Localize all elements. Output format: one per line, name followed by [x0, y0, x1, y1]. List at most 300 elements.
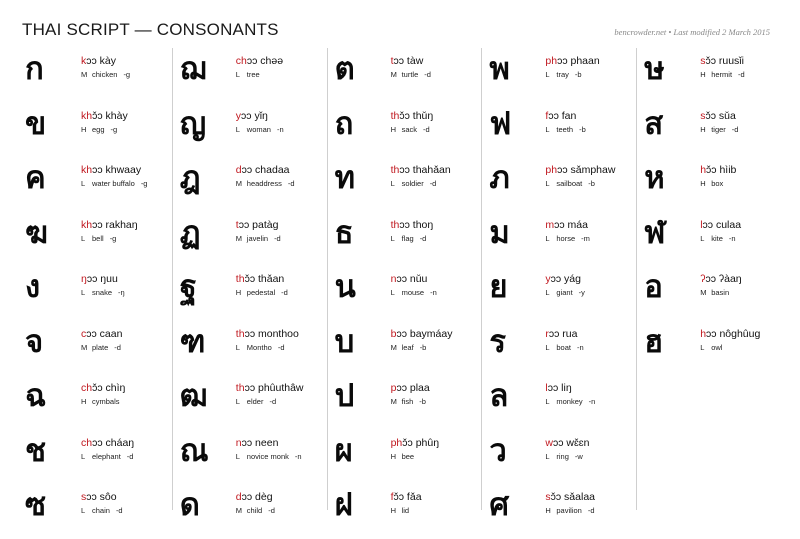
consonant-meaning: monkey — [556, 397, 583, 406]
name-rest: ɔɔ khwaay — [92, 164, 142, 176]
consonant-meaning: pavilion — [556, 506, 582, 515]
consonant-class: M — [390, 342, 397, 352]
thai-character: ณ — [179, 432, 209, 469]
consonant-cell — [328, 484, 482, 539]
consonant-column — [328, 48, 483, 523]
initial-sound: l — [545, 382, 548, 394]
initial-sound: th — [390, 164, 400, 176]
thai-character: ย — [489, 269, 508, 305]
thai-character: ส — [644, 105, 664, 142]
final-sound: -d — [277, 342, 285, 352]
consonant-name — [81, 110, 128, 123]
consonant-name — [700, 273, 741, 286]
consonant-info — [391, 105, 434, 135]
consonant-cell — [173, 157, 327, 212]
consonant-class: L — [81, 451, 86, 461]
initial-sound: y — [545, 273, 551, 285]
consonant-info — [236, 50, 283, 80]
consonant-details — [81, 233, 138, 244]
consonant-name — [236, 55, 283, 68]
thai-character: ฝ — [334, 487, 353, 523]
consonant-details — [391, 178, 451, 189]
thai-character: ง — [25, 269, 41, 305]
name-rest: ɔɔ neen — [241, 436, 279, 449]
consonant-details — [391, 233, 434, 244]
thai-character: ฟ — [489, 105, 512, 142]
consonant-details — [236, 178, 295, 189]
consonant-meaning: child — [246, 506, 263, 515]
consonant-class: L — [235, 342, 240, 352]
consonant-info — [545, 105, 585, 135]
consonant-cell — [173, 212, 327, 267]
consonant-meaning: snake — [92, 288, 113, 297]
consonant-info — [81, 323, 122, 353]
initial-sound: ch — [235, 55, 247, 67]
name-rest: ɔɔ thoŋ — [399, 218, 434, 231]
name-rest: ɔɔ nǔu — [396, 273, 428, 285]
consonant-info — [391, 214, 434, 244]
final-sound: -w — [574, 451, 583, 461]
consonant-info — [391, 268, 437, 298]
thai-character: ท — [334, 160, 356, 196]
consonant-cell — [482, 212, 636, 267]
consonant-column — [637, 48, 792, 510]
consonant-meaning: basin — [711, 288, 730, 297]
consonant-name — [236, 164, 295, 177]
thai-character: ห — [644, 160, 665, 196]
thai-character: จ — [25, 323, 44, 360]
consonant-info — [391, 486, 422, 516]
consonant-info — [236, 268, 288, 298]
consonant-info — [81, 214, 138, 244]
consonant-cell — [328, 430, 482, 485]
consonant-cell — [173, 48, 327, 103]
thai-character: อ — [644, 269, 663, 305]
consonant-class: L — [390, 233, 395, 243]
consonant-meaning: owl — [711, 342, 723, 352]
name-rest: ɔɔ tàw — [393, 55, 424, 67]
initial-sound: k — [81, 55, 87, 67]
consonant-info — [700, 214, 741, 244]
consonant-name — [236, 382, 304, 395]
name-rest: ɔɔ phaan — [557, 55, 600, 67]
consonant-name — [81, 273, 125, 286]
initial-sound: h — [700, 164, 707, 176]
consonant-cell — [637, 157, 792, 212]
consonant-class: M — [81, 342, 88, 352]
consonant-info — [236, 159, 295, 189]
consonant-cell — [18, 266, 172, 321]
consonant-cell — [482, 103, 636, 158]
consonant-meaning: water buffalo — [92, 179, 135, 188]
consonant-details — [545, 451, 589, 462]
consonant-cell — [328, 266, 482, 321]
consonant-meaning: soldier — [401, 179, 424, 188]
consonant-details — [700, 233, 741, 244]
consonant-meaning: elder — [246, 397, 264, 406]
consonant-cell — [173, 266, 327, 321]
consonant-class: L — [235, 451, 240, 461]
consonant-details — [700, 178, 736, 189]
thai-character: บ — [334, 323, 355, 360]
consonant-details — [391, 396, 430, 407]
consonant-name — [81, 491, 123, 504]
consonant-meaning: cymbals — [92, 397, 120, 406]
consonant-info — [81, 159, 147, 189]
consonant-meaning: box — [711, 179, 724, 188]
final-sound: -d — [268, 506, 275, 515]
consonant-cell — [173, 430, 327, 485]
consonant-meaning: Montho — [246, 342, 272, 352]
thai-character: ช — [25, 432, 47, 469]
final-sound: -d — [114, 342, 121, 352]
name-rest: ɔɔ yág — [550, 273, 581, 285]
consonant-class: H — [390, 124, 397, 134]
final-sound: -b — [579, 124, 586, 134]
thai-character: ผ — [334, 432, 353, 469]
consonant-meaning: flag — [401, 233, 414, 243]
consonant-class: L — [390, 288, 395, 297]
final-sound: -d — [424, 70, 431, 79]
consonant-class: L — [81, 288, 86, 297]
thai-character: ร — [489, 323, 507, 360]
name-rest: ɔɔ baymáay — [396, 327, 453, 340]
consonant-name — [236, 110, 284, 123]
consonant-details — [700, 342, 760, 353]
consonant-meaning: novice monk — [246, 451, 289, 461]
consonant-details — [391, 69, 431, 80]
final-sound: -g — [110, 124, 118, 134]
initial-sound: kh — [81, 218, 93, 231]
initial-sound: kh — [81, 109, 93, 122]
consonant-name — [700, 219, 741, 232]
consonant-info — [700, 159, 736, 189]
consonant-name — [545, 219, 590, 232]
initial-sound: s — [700, 55, 706, 67]
initial-sound: w — [545, 436, 553, 449]
thai-character: ฐ — [179, 269, 197, 305]
thai-character: ข — [25, 105, 47, 142]
consonant-meaning: egg — [92, 124, 105, 134]
name-rest: ɔɔ thahǎan — [399, 164, 451, 176]
consonant-column — [18, 48, 173, 523]
consonant-details — [545, 178, 615, 189]
consonant-cell — [173, 484, 327, 539]
thai-character: ธ — [334, 214, 354, 251]
consonant-details — [545, 287, 585, 298]
initial-sound: t — [390, 55, 394, 67]
consonant-details — [81, 505, 123, 516]
consonant-class: L — [545, 179, 550, 188]
final-sound: -d — [126, 451, 134, 461]
consonant-info — [545, 432, 589, 462]
consonant-name — [700, 55, 745, 68]
consonant-cell — [328, 321, 482, 376]
consonant-details — [545, 69, 599, 80]
initial-sound: t — [235, 218, 239, 231]
consonant-info — [236, 214, 281, 244]
consonant-name — [81, 382, 126, 395]
consonant-cell — [173, 103, 327, 158]
consonant-details — [81, 124, 128, 135]
initial-sound: ŋ — [81, 273, 87, 285]
consonant-class: L — [545, 451, 550, 461]
name-rest: ɔɔ rua — [548, 327, 578, 340]
thai-character: ภ — [489, 160, 510, 196]
consonant-class: L — [81, 179, 86, 188]
consonant-class: L — [545, 124, 550, 134]
consonant-class: L — [700, 233, 705, 243]
name-rest: ɔɔ patàg — [238, 218, 279, 231]
credit-line: bencrowder.net • Last modified 2 March 2015 — [614, 27, 770, 37]
consonant-cell — [482, 48, 636, 103]
consonant-meaning: mouse — [401, 288, 425, 297]
name-rest: ɔɔ sôo — [86, 491, 117, 503]
consonant-name — [545, 491, 595, 504]
consonant-name — [545, 110, 585, 123]
initial-sound: th — [235, 327, 245, 340]
name-rest: ɔɔ monthoo — [244, 327, 299, 340]
consonant-meaning: chain — [92, 506, 110, 515]
final-sound: -d — [274, 233, 281, 243]
consonant-class: H — [700, 124, 706, 134]
consonant-details — [81, 451, 134, 462]
consonant-meaning: elephant — [92, 451, 121, 461]
consonant-name — [81, 164, 147, 177]
consonant-meaning: tiger — [711, 124, 726, 134]
consonant-info — [700, 50, 745, 80]
consonant-class: M — [235, 179, 243, 188]
consonant-cell — [328, 103, 482, 158]
consonant-info — [81, 377, 126, 407]
consonant-details — [81, 287, 125, 298]
consonant-info — [545, 50, 599, 80]
consonant-class: L — [545, 70, 550, 79]
final-sound: -n — [728, 233, 736, 243]
consonant-class: L — [235, 70, 240, 79]
consonant-class: L — [235, 397, 240, 406]
initial-sound: ph — [390, 436, 403, 449]
final-sound: -b — [419, 397, 426, 406]
consonant-cell — [18, 103, 172, 158]
consonant-class: M — [235, 506, 243, 515]
consonant-name — [81, 437, 134, 450]
consonant-cell — [482, 157, 636, 212]
name-rest: ɔɔ yǐŋ — [241, 109, 268, 122]
consonant-info — [545, 486, 595, 516]
name-rest: ɔ̌ɔ hìib — [706, 164, 737, 176]
consonant-class: H — [700, 70, 706, 79]
consonant-name — [391, 491, 422, 504]
consonant-cell — [328, 212, 482, 267]
consonant-meaning: bell — [92, 233, 104, 243]
consonant-details — [391, 124, 434, 135]
final-sound: -b — [419, 342, 427, 352]
name-rest: ɔɔ fan — [548, 109, 577, 122]
final-sound: -g — [123, 70, 131, 79]
thai-character: ด — [179, 487, 200, 523]
consonant-name — [545, 55, 599, 68]
consonant-details — [391, 451, 439, 462]
final-sound: -n — [276, 124, 284, 134]
consonant-meaning: boat — [556, 342, 571, 352]
consonant-details — [81, 69, 130, 80]
thai-character: น — [334, 269, 356, 305]
consonant-info — [545, 268, 585, 298]
name-rest: ɔɔ caan — [86, 327, 123, 340]
thai-character: พ — [489, 51, 510, 87]
consonant-cell — [18, 157, 172, 212]
consonant-name — [391, 55, 431, 68]
consonant-name — [391, 328, 453, 341]
consonant-cell — [328, 375, 482, 430]
consonant-class: L — [545, 288, 550, 297]
final-sound: -d — [419, 233, 427, 243]
consonant-name — [391, 382, 430, 395]
consonant-class: H — [81, 124, 87, 134]
consonant-cell — [18, 430, 172, 485]
thai-character: ต — [334, 51, 355, 87]
page-title: THAI SCRIPT — CONSONANTS — [22, 20, 279, 39]
consonant-details — [236, 505, 275, 516]
final-sound: -d — [115, 506, 123, 515]
thai-character: ศ — [489, 487, 510, 523]
consonant-info — [236, 432, 302, 462]
consonant-class: M — [390, 397, 397, 406]
consonant-info — [236, 323, 299, 353]
consonant-meaning: hermit — [711, 70, 733, 79]
initial-sound: p — [390, 382, 397, 394]
consonant-name — [700, 164, 736, 177]
thai-character: ฏ — [179, 214, 201, 251]
initial-sound: m — [545, 218, 555, 231]
initial-sound: n — [390, 273, 397, 285]
consonant-details — [236, 396, 304, 407]
name-rest: ɔɔ plaa — [396, 382, 430, 394]
consonant-meaning: horse — [556, 233, 576, 243]
consonant-details — [236, 287, 288, 298]
consonant-meaning: leaf — [401, 342, 414, 352]
consonant-column — [173, 48, 328, 523]
consonant-info — [545, 159, 615, 189]
name-rest: ɔ̌ɔ chìŋ — [92, 382, 126, 394]
consonant-name — [700, 328, 760, 341]
name-rest: ɔɔ nôghûug — [706, 327, 761, 340]
name-rest: ɔ̌ɔ thǎan — [244, 273, 285, 285]
consonant-info — [391, 323, 453, 353]
initial-sound: ch — [81, 436, 93, 449]
consonant-name — [81, 219, 138, 232]
final-sound: -n — [294, 451, 302, 461]
consonant-class: M — [700, 288, 707, 297]
thai-character: ว — [489, 432, 507, 469]
initial-sound: s — [81, 491, 87, 503]
consonant-meaning: pedestal — [246, 288, 276, 297]
final-sound: -g — [109, 233, 117, 243]
consonant-details — [545, 342, 583, 353]
consonant-name — [545, 164, 615, 177]
final-sound: -y — [578, 288, 585, 297]
final-sound: -d — [287, 179, 295, 188]
consonant-cell — [637, 103, 792, 158]
consonant-meaning: chicken — [92, 70, 118, 79]
consonant-details — [545, 124, 585, 135]
consonant-class: L — [235, 124, 240, 134]
consonant-info — [391, 50, 431, 80]
consonant-name — [391, 110, 434, 123]
consonant-details — [545, 233, 590, 244]
name-rest: ɔɔ dèg — [241, 491, 273, 503]
consonant-meaning: plate — [92, 342, 109, 352]
consonant-details — [81, 178, 147, 189]
initial-sound: n — [235, 436, 242, 449]
consonant-cell — [482, 266, 636, 321]
consonant-details — [700, 69, 745, 80]
name-rest: ɔɔ culaa — [702, 218, 742, 231]
consonant-meaning: fish — [401, 397, 414, 406]
consonant-name — [545, 382, 595, 395]
consonant-cell — [637, 212, 792, 267]
consonant-details — [545, 505, 595, 516]
consonant-cell — [18, 48, 172, 103]
thai-character: ซ — [25, 487, 47, 523]
consonant-info — [81, 50, 130, 80]
consonant-details — [236, 233, 281, 244]
name-rest: ɔɔ máa — [554, 218, 588, 231]
consonant-meaning: lid — [401, 506, 410, 515]
consonant-meaning: woman — [246, 124, 271, 134]
final-sound: -n — [430, 288, 437, 297]
consonant-meaning: turtle — [401, 70, 419, 79]
initial-sound: th — [390, 109, 400, 122]
thai-character: ฮ — [644, 323, 664, 360]
thai-character: ฌ — [179, 51, 207, 87]
consonant-class: M — [390, 70, 397, 79]
name-rest: ɔ̌ɔ phûŋ — [402, 436, 440, 449]
name-rest: ɔ̌ɔ ruusǐi — [705, 55, 744, 67]
consonant-info — [545, 323, 583, 353]
consonant-class: L — [81, 506, 86, 515]
consonant-meaning: ring — [556, 451, 569, 461]
consonant-details — [236, 69, 283, 80]
consonant-meaning: bee — [401, 451, 415, 461]
initial-sound: kh — [81, 164, 93, 176]
consonant-info — [391, 377, 430, 407]
consonant-name — [236, 219, 281, 232]
final-sound: -d — [269, 397, 277, 406]
consonant-class: L — [545, 342, 550, 352]
consonant-cell — [637, 48, 792, 103]
consonant-class: L — [700, 342, 705, 352]
initial-sound: b — [390, 327, 397, 340]
final-sound: -d — [429, 179, 437, 188]
name-rest: ɔɔ sǎmphaw — [557, 164, 616, 176]
consonant-name — [545, 437, 589, 450]
thai-character: ค — [25, 160, 46, 196]
consonant-class: L — [545, 233, 550, 243]
consonant-cell — [328, 48, 482, 103]
consonant-info — [81, 432, 134, 462]
final-sound: -n — [577, 342, 584, 352]
name-rest: ɔ̌ɔ khày — [92, 109, 128, 122]
consonant-info — [391, 432, 439, 462]
consonant-details — [391, 505, 422, 516]
consonant-info — [700, 323, 760, 353]
consonant-grid — [18, 48, 792, 523]
consonant-cell — [482, 430, 636, 485]
initial-sound: l — [700, 218, 703, 231]
consonant-column — [482, 48, 637, 523]
